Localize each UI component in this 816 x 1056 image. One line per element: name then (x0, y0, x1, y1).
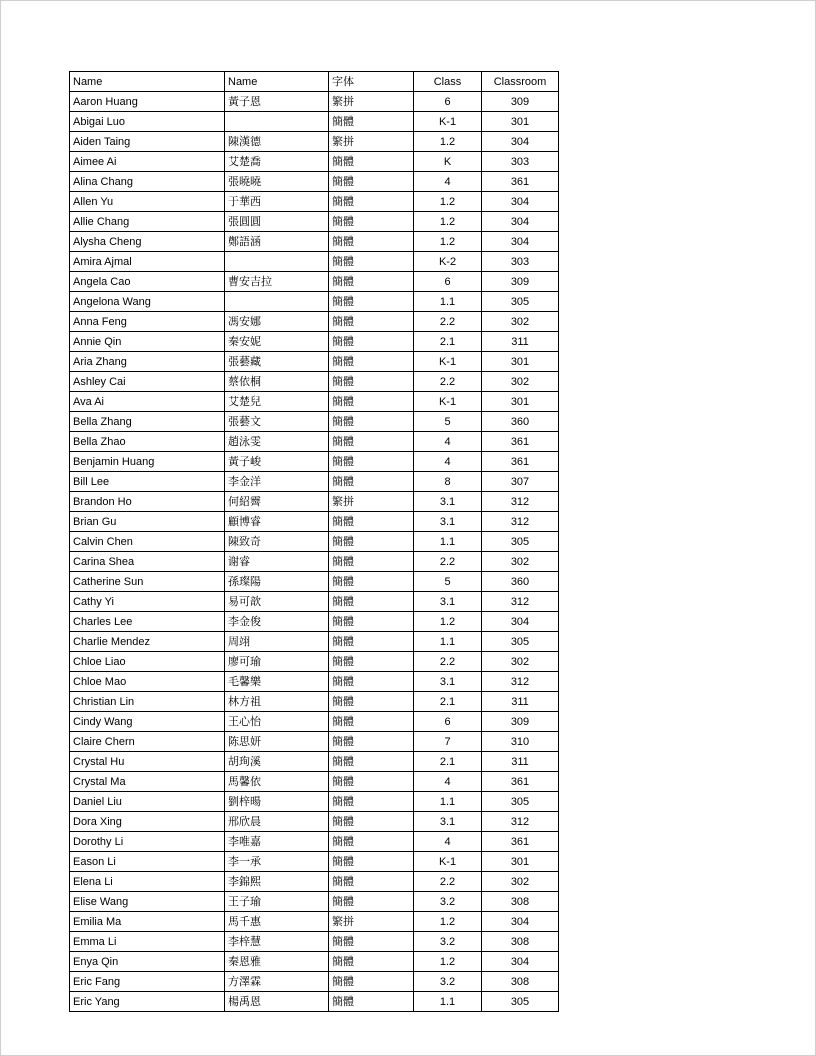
cell-class: 2.1 (414, 332, 482, 352)
cell-classroom: 302 (482, 872, 559, 892)
cell-name-english: Eric Fang (70, 972, 225, 992)
cell-font: 簡體 (329, 752, 414, 772)
cell-name-chinese: 胡珣溪 (225, 752, 329, 772)
cell-class: 5 (414, 572, 482, 592)
cell-font: 簡體 (329, 272, 414, 292)
table-row (70, 452, 559, 472)
cell-classroom: 304 (482, 132, 559, 152)
cell-name-chinese: 秦恩雅 (225, 952, 329, 972)
cell-classroom: 312 (482, 672, 559, 692)
cell-name-english: Enya Qin (70, 952, 225, 972)
cell-name-english: Bella Zhang (70, 412, 225, 432)
cell-class: K-1 (414, 852, 482, 872)
cell-classroom: 312 (482, 592, 559, 612)
cell-font: 簡體 (329, 372, 414, 392)
table-row (70, 612, 559, 632)
table-row (70, 432, 559, 452)
cell-name-english: Emma Li (70, 932, 225, 952)
cell-name-english: Bella Zhao (70, 432, 225, 452)
cell-font: 簡體 (329, 152, 414, 172)
table-row (70, 832, 559, 852)
cell-classroom: 312 (482, 492, 559, 512)
table-row (70, 852, 559, 872)
cell-classroom: 305 (482, 992, 559, 1012)
cell-classroom: 361 (482, 772, 559, 792)
cell-class: 2.2 (414, 552, 482, 572)
cell-classroom: 304 (482, 912, 559, 932)
cell-classroom: 302 (482, 552, 559, 572)
table-row (70, 332, 559, 352)
cell-name-english: Aimee Ai (70, 152, 225, 172)
table-row (70, 412, 559, 432)
cell-name-chinese: 易可歆 (225, 592, 329, 612)
table-row (70, 572, 559, 592)
table-row (70, 392, 559, 412)
cell-name-chinese: 艾楚喬 (225, 152, 329, 172)
cell-name-chinese: 秦安妮 (225, 332, 329, 352)
cell-name-chinese: 廖可瑜 (225, 652, 329, 672)
table-row (70, 252, 559, 272)
cell-name-chinese: 林方祖 (225, 692, 329, 712)
cell-classroom: 301 (482, 852, 559, 872)
cell-name-english: Dora Xing (70, 812, 225, 832)
cell-name-english: Ava Ai (70, 392, 225, 412)
cell-font: 簡體 (329, 352, 414, 372)
table-header (70, 72, 559, 92)
table-row (70, 212, 559, 232)
cell-name-chinese: 周翊 (225, 632, 329, 652)
cell-name-english: Charlie Mendez (70, 632, 225, 652)
cell-name-english: Allen Yu (70, 192, 225, 212)
table-row (70, 552, 559, 572)
cell-class: 3.1 (414, 592, 482, 612)
cell-name-chinese: 李金洋 (225, 472, 329, 492)
table-row (70, 972, 559, 992)
table-body (70, 92, 559, 1012)
cell-name-chinese: 方澤霖 (225, 972, 329, 992)
cell-font: 簡體 (329, 512, 414, 532)
table-row (70, 232, 559, 252)
table-header-row (70, 72, 559, 92)
table-row (70, 632, 559, 652)
cell-class: 6 (414, 92, 482, 112)
cell-name-chinese: 陳致奇 (225, 532, 329, 552)
cell-font: 簡體 (329, 772, 414, 792)
cell-class: 1.2 (414, 132, 482, 152)
table-row (70, 152, 559, 172)
cell-font: 簡體 (329, 212, 414, 232)
cell-classroom: 304 (482, 212, 559, 232)
cell-name-chinese: 蔡依桐 (225, 372, 329, 392)
column-header-font: 字体 (329, 72, 414, 92)
cell-name-chinese (225, 252, 329, 272)
table-row (70, 692, 559, 712)
cell-class: 1.1 (414, 632, 482, 652)
cell-font: 簡體 (329, 232, 414, 252)
cell-class: 3.1 (414, 812, 482, 832)
cell-name-chinese: 毛馨樂 (225, 672, 329, 692)
cell-classroom: 309 (482, 712, 559, 732)
cell-font: 簡體 (329, 632, 414, 652)
cell-name-chinese: 李梓慧 (225, 932, 329, 952)
cell-name-english: Eric Yang (70, 992, 225, 1012)
cell-class: 1.2 (414, 952, 482, 972)
table-row (70, 872, 559, 892)
cell-classroom: 311 (482, 332, 559, 352)
cell-name-english: Elise Wang (70, 892, 225, 912)
cell-name-english: Christian Lin (70, 692, 225, 712)
cell-name-english: Brandon Ho (70, 492, 225, 512)
cell-class: K (414, 152, 482, 172)
table-row (70, 132, 559, 152)
cell-class: 6 (414, 272, 482, 292)
table-row (70, 592, 559, 612)
cell-name-chinese: 李唯嘉 (225, 832, 329, 852)
column-header-name-chinese: Name (225, 72, 329, 92)
cell-class: 7 (414, 732, 482, 752)
cell-font: 簡體 (329, 832, 414, 852)
cell-font: 簡體 (329, 292, 414, 312)
cell-font: 簡體 (329, 552, 414, 572)
cell-class: 1.2 (414, 232, 482, 252)
cell-font: 繁拼 (329, 92, 414, 112)
cell-name-english: Carina Shea (70, 552, 225, 572)
cell-name-chinese (225, 112, 329, 132)
cell-font: 簡體 (329, 612, 414, 632)
cell-class: 2.2 (414, 372, 482, 392)
cell-class: 4 (414, 772, 482, 792)
cell-name-english: Benjamin Huang (70, 452, 225, 472)
cell-classroom: 304 (482, 952, 559, 972)
cell-classroom: 304 (482, 612, 559, 632)
cell-name-english: Cindy Wang (70, 712, 225, 732)
cell-class: 1.2 (414, 912, 482, 932)
cell-name-chinese: 馬千惠 (225, 912, 329, 932)
cell-classroom: 361 (482, 172, 559, 192)
cell-class: 1.2 (414, 192, 482, 212)
cell-font: 簡體 (329, 172, 414, 192)
cell-name-english: Brian Gu (70, 512, 225, 532)
cell-name-chinese: 張曉曉 (225, 172, 329, 192)
cell-classroom: 361 (482, 832, 559, 852)
cell-classroom: 301 (482, 112, 559, 132)
table-row (70, 532, 559, 552)
table-row (70, 492, 559, 512)
cell-name-english: Angelona Wang (70, 292, 225, 312)
cell-name-english: Chloe Liao (70, 652, 225, 672)
cell-class: 4 (414, 432, 482, 452)
table-row (70, 732, 559, 752)
cell-class: 3.1 (414, 512, 482, 532)
cell-classroom: 303 (482, 252, 559, 272)
table-row (70, 292, 559, 312)
cell-classroom: 308 (482, 972, 559, 992)
cell-font: 繁拼 (329, 912, 414, 932)
cell-name-english: Crystal Ma (70, 772, 225, 792)
cell-name-english: Ashley Cai (70, 372, 225, 392)
cell-class: 1.1 (414, 532, 482, 552)
cell-font: 簡體 (329, 852, 414, 872)
cell-classroom: 360 (482, 412, 559, 432)
cell-name-english: Elena Li (70, 872, 225, 892)
cell-classroom: 302 (482, 312, 559, 332)
cell-name-english: Amira Ajmal (70, 252, 225, 272)
cell-name-english: Abigai Luo (70, 112, 225, 132)
cell-class: K-1 (414, 112, 482, 132)
cell-name-chinese: 張藝文 (225, 412, 329, 432)
cell-classroom: 312 (482, 512, 559, 532)
table-row (70, 952, 559, 972)
cell-classroom: 302 (482, 372, 559, 392)
student-roster-table (69, 71, 559, 1012)
cell-name-chinese: 陳漢德 (225, 132, 329, 152)
cell-class: 2.1 (414, 692, 482, 712)
cell-name-chinese: 馮安娜 (225, 312, 329, 332)
table-row (70, 192, 559, 212)
cell-class: 1.1 (414, 292, 482, 312)
cell-name-chinese (225, 292, 329, 312)
table-row (70, 92, 559, 112)
cell-class: 4 (414, 832, 482, 852)
table-row (70, 652, 559, 672)
cell-name-chinese: 陈思妍 (225, 732, 329, 752)
cell-name-chinese: 李金俊 (225, 612, 329, 632)
column-header-class: Class (414, 72, 482, 92)
cell-class: 3.1 (414, 672, 482, 692)
cell-class: 3.2 (414, 892, 482, 912)
cell-name-english: Dorothy Li (70, 832, 225, 852)
cell-font: 簡體 (329, 412, 414, 432)
cell-name-english: Eason Li (70, 852, 225, 872)
cell-name-english: Calvin Chen (70, 532, 225, 552)
cell-classroom: 304 (482, 232, 559, 252)
cell-name-chinese: 顧博睿 (225, 512, 329, 532)
cell-classroom: 310 (482, 732, 559, 752)
cell-class: K-2 (414, 252, 482, 272)
cell-font: 簡體 (329, 572, 414, 592)
cell-name-chinese: 何紹霽 (225, 492, 329, 512)
cell-font: 簡體 (329, 472, 414, 492)
table-row (70, 752, 559, 772)
cell-classroom: 304 (482, 192, 559, 212)
cell-class: 3.2 (414, 972, 482, 992)
cell-classroom: 305 (482, 532, 559, 552)
cell-font: 簡體 (329, 812, 414, 832)
cell-font: 簡體 (329, 392, 414, 412)
cell-name-chinese: 艾楚兒 (225, 392, 329, 412)
table-row (70, 672, 559, 692)
cell-font: 簡體 (329, 652, 414, 672)
cell-name-chinese: 楊禹恩 (225, 992, 329, 1012)
cell-class: 2.2 (414, 312, 482, 332)
cell-name-english: Crystal Hu (70, 752, 225, 772)
table-row (70, 992, 559, 1012)
cell-name-english: Aaron Huang (70, 92, 225, 112)
cell-class: 2.1 (414, 752, 482, 772)
cell-font: 簡體 (329, 952, 414, 972)
cell-name-chinese: 李一承 (225, 852, 329, 872)
table-row (70, 932, 559, 952)
cell-classroom: 360 (482, 572, 559, 592)
cell-font: 簡體 (329, 532, 414, 552)
cell-classroom: 309 (482, 92, 559, 112)
cell-font: 簡體 (329, 992, 414, 1012)
table-row (70, 312, 559, 332)
cell-name-chinese: 黃子恩 (225, 92, 329, 112)
cell-class: 4 (414, 452, 482, 472)
cell-classroom: 312 (482, 812, 559, 832)
cell-name-chinese: 黃子峻 (225, 452, 329, 472)
table-row (70, 812, 559, 832)
cell-classroom: 301 (482, 392, 559, 412)
cell-font: 簡體 (329, 732, 414, 752)
cell-font: 簡體 (329, 452, 414, 472)
cell-name-chinese: 趙泳雯 (225, 432, 329, 452)
cell-classroom: 305 (482, 292, 559, 312)
table-row (70, 172, 559, 192)
cell-classroom: 303 (482, 152, 559, 172)
cell-name-chinese: 王子瑜 (225, 892, 329, 912)
cell-font: 簡體 (329, 932, 414, 952)
cell-classroom: 309 (482, 272, 559, 292)
cell-classroom: 305 (482, 792, 559, 812)
table-row (70, 372, 559, 392)
cell-name-chinese: 于華西 (225, 192, 329, 212)
cell-name-chinese: 馬馨依 (225, 772, 329, 792)
table-row (70, 512, 559, 532)
cell-class: K-1 (414, 352, 482, 372)
cell-classroom: 305 (482, 632, 559, 652)
cell-name-english: Emilia Ma (70, 912, 225, 932)
cell-font: 繁拼 (329, 492, 414, 512)
cell-name-chinese: 李錦熙 (225, 872, 329, 892)
cell-name-chinese: 谢睿 (225, 552, 329, 572)
cell-name-chinese: 張藝藏 (225, 352, 329, 372)
cell-name-chinese: 邢欣晨 (225, 812, 329, 832)
cell-font: 簡體 (329, 312, 414, 332)
table-row (70, 272, 559, 292)
cell-classroom: 301 (482, 352, 559, 372)
cell-classroom: 302 (482, 652, 559, 672)
cell-name-english: Cathy Yi (70, 592, 225, 612)
cell-class: 2.2 (414, 652, 482, 672)
cell-name-english: Alina Chang (70, 172, 225, 192)
cell-name-chinese: 孫璨陽 (225, 572, 329, 592)
table-row (70, 792, 559, 812)
cell-class: 5 (414, 412, 482, 432)
cell-class: 3.2 (414, 932, 482, 952)
cell-name-english: Annie Qin (70, 332, 225, 352)
cell-class: 1.1 (414, 792, 482, 812)
cell-name-english: Angela Cao (70, 272, 225, 292)
cell-name-chinese: 鄭語涵 (225, 232, 329, 252)
table-row (70, 112, 559, 132)
table-row (70, 772, 559, 792)
cell-name-english: Daniel Liu (70, 792, 225, 812)
cell-class: 1.1 (414, 992, 482, 1012)
cell-classroom: 361 (482, 452, 559, 472)
column-header-name-english: Name (70, 72, 225, 92)
cell-font: 簡體 (329, 712, 414, 732)
cell-classroom: 307 (482, 472, 559, 492)
cell-font: 簡體 (329, 592, 414, 612)
cell-font: 簡體 (329, 892, 414, 912)
cell-classroom: 361 (482, 432, 559, 452)
cell-name-english: Charles Lee (70, 612, 225, 632)
cell-font: 繁拼 (329, 132, 414, 152)
cell-classroom: 308 (482, 892, 559, 912)
cell-name-english: Chloe Mao (70, 672, 225, 692)
cell-font: 簡體 (329, 672, 414, 692)
cell-name-chinese: 劉梓暘 (225, 792, 329, 812)
cell-name-chinese: 王心怡 (225, 712, 329, 732)
cell-name-english: Alysha Cheng (70, 232, 225, 252)
cell-font: 簡體 (329, 432, 414, 452)
cell-name-english: Catherine Sun (70, 572, 225, 592)
cell-classroom: 311 (482, 692, 559, 712)
cell-class: 2.2 (414, 872, 482, 892)
cell-font: 簡體 (329, 972, 414, 992)
cell-classroom: 311 (482, 752, 559, 772)
cell-class: 3.1 (414, 492, 482, 512)
cell-name-chinese: 張圓圓 (225, 212, 329, 232)
cell-font: 簡體 (329, 252, 414, 272)
cell-font: 簡體 (329, 872, 414, 892)
cell-font: 簡體 (329, 792, 414, 812)
cell-class: 8 (414, 472, 482, 492)
table-row (70, 352, 559, 372)
table-row (70, 892, 559, 912)
cell-class: 1.2 (414, 612, 482, 632)
column-header-classroom: Classroom (482, 72, 559, 92)
cell-class: K-1 (414, 392, 482, 412)
cell-name-chinese: 曹安吉拉 (225, 272, 329, 292)
cell-classroom: 308 (482, 932, 559, 952)
cell-name-english: Allie Chang (70, 212, 225, 232)
cell-font: 簡體 (329, 112, 414, 132)
table-row (70, 712, 559, 732)
table-row (70, 472, 559, 492)
cell-name-english: Bill Lee (70, 472, 225, 492)
cell-font: 簡體 (329, 692, 414, 712)
cell-font: 簡體 (329, 192, 414, 212)
table-row (70, 912, 559, 932)
roster-sheet (69, 71, 559, 1012)
cell-font: 簡體 (329, 332, 414, 352)
cell-class: 6 (414, 712, 482, 732)
cell-name-english: Aiden Taing (70, 132, 225, 152)
cell-class: 4 (414, 172, 482, 192)
cell-name-english: Claire Chern (70, 732, 225, 752)
cell-name-english: Anna Feng (70, 312, 225, 332)
cell-name-english: Aria Zhang (70, 352, 225, 372)
cell-class: 1.2 (414, 212, 482, 232)
